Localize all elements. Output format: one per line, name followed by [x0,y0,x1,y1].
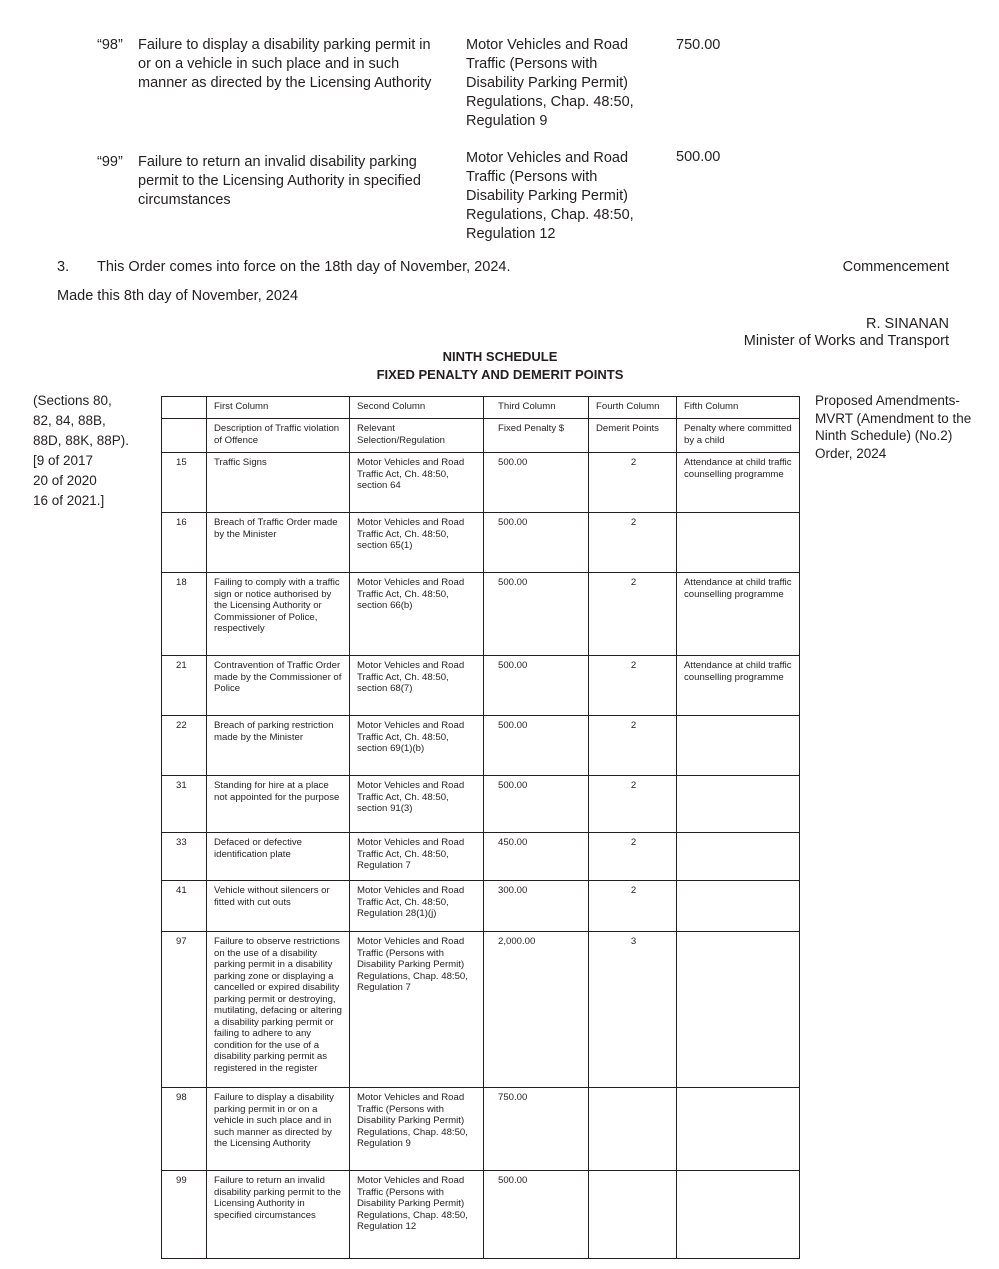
table-row [162,1088,800,1171]
cell-regulation: Motor Vehicles and Road Traffic Act, Ch. 48:50, section 68(7) [350,656,484,716]
cell-penalty: 500.00 [484,716,589,776]
header-cell [162,397,207,419]
cell-regulation: Motor Vehicles and Road Traffic Act, Ch. 48:50, section 69(1)(b) [350,716,484,776]
header-cell: Fourth Column [589,397,677,419]
table-row [162,1171,800,1259]
cell-points: 2 [589,833,677,881]
entry-description: Failure to return an invalid disability parking permit to the Licensing Authority in specified circumstances [138,154,421,208]
cell-number: 33 [162,833,207,881]
cell-penalty: 500.00 [484,776,589,833]
cell-points: 2 [589,573,677,656]
cell-child-penalty [677,1088,800,1171]
cell-description: Failure to observe restrictions on the use of a disability parking permit in a disability parking zone or displaying a cancelled or expired disability parking permit or destroying, mutilating, defacing or altering a disability parking permit or failing to adhere to any condition for the use of a disability parking permit as registered in the register [207,932,350,1088]
cell-points: 2 [589,513,677,573]
cell-points: 2 [589,716,677,776]
cell-child-penalty [677,932,800,1088]
cell-regulation: Motor Vehicles and Road Traffic Act, Ch. 48:50, Regulation 28(1)(j) [350,881,484,932]
right-margin-note: Proposed Amendments-MVRT (Amendment to the Ninth Schedule) (No.2) Order, 2024 [815,393,972,461]
cell-description: Breach of Traffic Order made by the Minister [207,513,350,573]
cell-description: Breach of parking restriction made by the Minister [207,716,350,776]
cell-points [589,1088,677,1171]
cell-regulation: Motor Vehicles and Road Traffic (Persons with Disability Parking Permit) Regulations, Chap. 48:50, Regulation 12 [350,1171,484,1259]
cell-child-penalty: Attendance at child traffic counselling programme [677,573,800,656]
cell-number: 97 [162,932,207,1088]
schedule-subtitle: FIXED PENALTY AND DEMERIT POINTS [376,367,624,382]
margin-note-commencement: Commencement [842,259,949,275]
cell-description: Standing for hire at a place not appointed for the purpose [207,776,350,833]
cell-description: Failure to display a disability parking permit in or on a vehicle in such place and in such manner as directed by the Licensing Authority [207,1088,350,1171]
cell-regulation: Motor Vehicles and Road Traffic (Persons with Disability Parking Permit) Regulations, Chap. 48:50, Regulation 9 [350,1088,484,1171]
header-cell [162,419,207,453]
note-line: (Sections 80, [33,393,112,408]
table-row [162,881,800,932]
cell-regulation: Motor Vehicles and Road Traffic Act, Ch. 48:50, section 65(1) [350,513,484,573]
note-line: [9 of 2017 [33,453,94,468]
cell-penalty: 500.00 [484,453,589,513]
cell-regulation: Motor Vehicles and Road Traffic Act, Ch. 48:50, section 91(3) [350,776,484,833]
cell-description: Failing to comply with a traffic sign or notice authorised by the Licensing Authority or Commissioner of Police, respectively [207,573,350,656]
table-row [162,453,800,513]
made-date: Made this 8th day of November, 2024 [57,288,299,304]
cell-number: 16 [162,513,207,573]
header-cell: Fixed Penalty $ [484,419,589,453]
cell-points: 3 [589,932,677,1088]
header-cell: First Column [207,397,350,419]
header-cell: Fifth Column [677,397,800,419]
header-row-names [162,397,800,419]
cell-description: Defaced or defective identification plate [207,833,350,881]
cell-points: 2 [589,881,677,932]
cell-child-penalty [677,1171,800,1259]
schedule-title: NINTH SCHEDULE [442,349,558,364]
cell-penalty: 500.00 [484,1171,589,1259]
header-cell: Relevant Selection/Regulation [350,419,484,453]
cell-regulation: Motor Vehicles and Road Traffic (Persons with Disability Parking Permit) Regulations, Chap. 48:50, Regulation 7 [350,932,484,1088]
left-margin-note [33,391,153,511]
entry-description: Failure to display a disability parking permit in or on a vehicle in such place and in such manner as directed by the Licensing Authority [138,37,432,91]
table-row [162,656,800,716]
table-row [162,573,800,656]
header-cell: Second Column [350,397,484,419]
entry-amount: 500.00 [676,149,721,165]
section-number: 3. [57,259,70,275]
note-line: 82, 84, 88B, [33,413,106,428]
table-row [162,716,800,776]
cell-points: 2 [589,776,677,833]
note-line: 20 of 2020 [33,473,97,488]
cell-number: 22 [162,716,207,776]
cell-number: 15 [162,453,207,513]
cell-child-penalty [677,513,800,573]
cell-child-penalty: Attendance at child traffic counselling programme [677,656,800,716]
cell-child-penalty [677,833,800,881]
cell-penalty: 500.00 [484,656,589,716]
cell-points: 2 [589,453,677,513]
cell-penalty: 500.00 [484,513,589,573]
header-cell: Demerit Points [589,419,677,453]
table-row [162,776,800,833]
signatory-name: R. SINANAN [866,316,949,332]
cell-child-penalty [677,881,800,932]
entry-number: “98” [97,37,123,53]
cell-points [589,1171,677,1259]
entry-number: “99” [97,154,123,170]
header-row-descriptions [162,419,800,453]
cell-penalty: 2,000.00 [484,932,589,1088]
cell-child-penalty [677,716,800,776]
note-line: 88D, 88K, 88P). [33,433,130,448]
entry-regulation: Motor Vehicles and Road Traffic (Persons with Disability Parking Permit) Regulations, Chap. 48:50, Regulation 12 [466,150,634,242]
cell-description: Failure to return an invalid disability parking permit to the Licensing Authority in specified circumstances [207,1171,350,1259]
cell-penalty: 450.00 [484,833,589,881]
cell-penalty: 500.00 [484,573,589,656]
cell-regulation: Motor Vehicles and Road Traffic Act, Ch. 48:50, Regulation 7 [350,833,484,881]
cell-child-penalty: Attendance at child traffic counselling programme [677,453,800,513]
cell-points: 2 [589,656,677,716]
schedule-table [161,396,800,1259]
cell-regulation: Motor Vehicles and Road Traffic Act, Ch. 48:50, section 66(b) [350,573,484,656]
cell-regulation: Motor Vehicles and Road Traffic Act, Ch. 48:50, section 64 [350,453,484,513]
header-cell: Penalty where committed by a child [677,419,800,453]
cell-number: 18 [162,573,207,656]
table-row [162,513,800,573]
table-row [162,833,800,881]
cell-child-penalty [677,776,800,833]
cell-penalty: 750.00 [484,1088,589,1171]
cell-number: 31 [162,776,207,833]
cell-description: Vehicle without silencers or fitted with cut outs [207,881,350,932]
cell-number: 98 [162,1088,207,1171]
cell-description: Contravention of Traffic Order made by the Commissioner of Police [207,656,350,716]
cell-penalty: 300.00 [484,881,589,932]
cell-number: 99 [162,1171,207,1259]
entry-regulation: Motor Vehicles and Road Traffic (Persons with Disability Parking Permit) Regulations, Chap. 48:50, Regulation 9 [466,37,634,129]
table-row [162,932,800,1088]
signatory-title: Minister of Works and Transport [743,333,949,349]
cell-number: 41 [162,881,207,932]
header-cell: Third Column [484,397,589,419]
header-cell: Description of Traffic violation of Offence [207,419,350,453]
entry-amount: 750.00 [676,37,721,53]
note-line: 16 of 2021.] [33,493,105,508]
section-text: This Order comes into force on the 18th day of November, 2024. [97,259,511,275]
cell-description: Traffic Signs [207,453,350,513]
cell-number: 21 [162,656,207,716]
